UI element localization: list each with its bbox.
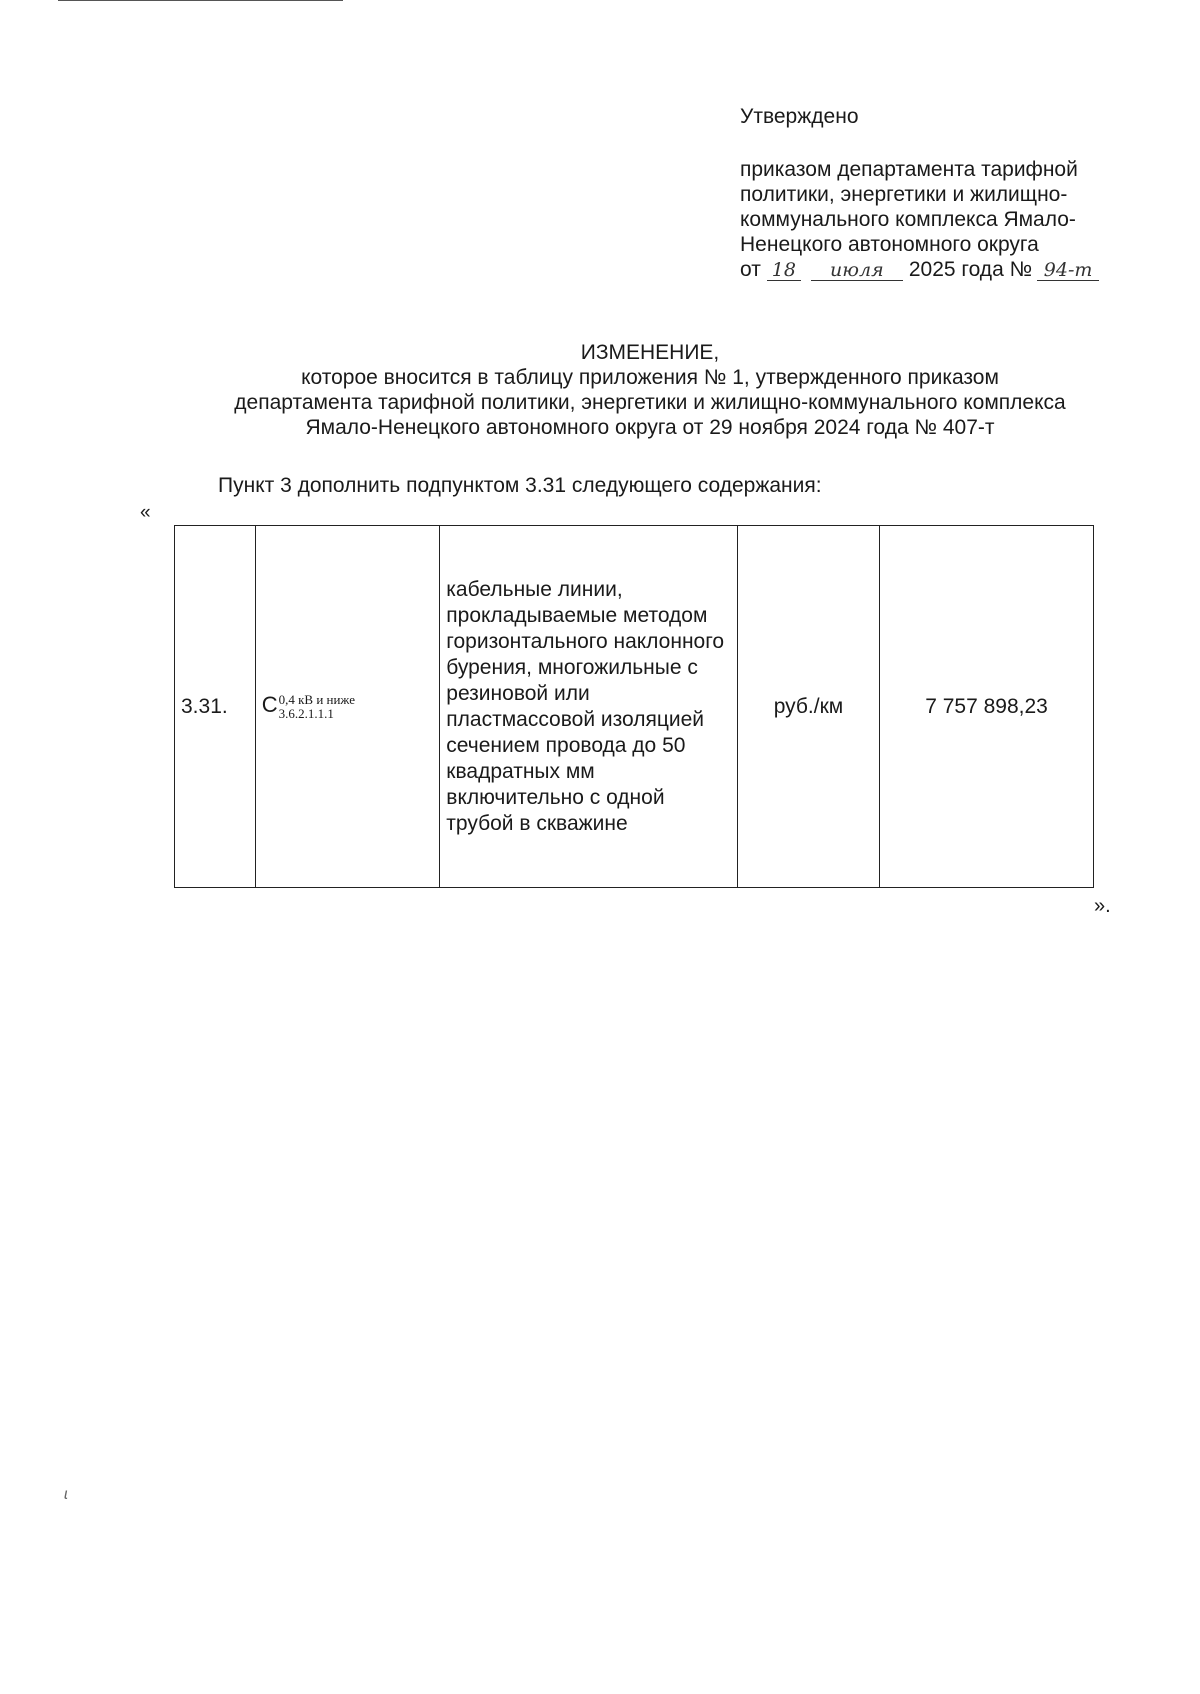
code-subscript: 3.6.2.1.1.1 (278, 705, 334, 721)
heading-line: Ямало-Ненецкого автономного округа от 29 ноября 2024 года № 407-т (305, 416, 995, 439)
rate-code (261, 691, 356, 721)
heading-title: ИЗМЕНЕНИЕ, (580, 341, 720, 364)
handwritten-day: 18 (767, 260, 801, 281)
approval-title: Утверждено (740, 105, 859, 128)
closing-quote: ». (1094, 895, 1111, 917)
description-cell: кабельные линии, прокладываемые методом горизонтального наклонного бурения, многожильные с резиновой или пластмассовой изоляцией сечением провода до 50 квадратных мм включительно с одной трубой в скважине (440, 526, 738, 888)
top-rule (58, 0, 343, 1)
approval-line: Ненецкого автономного округа (740, 233, 1039, 256)
opening-quote: « (140, 502, 151, 523)
unit-cell: руб./км (737, 526, 879, 888)
approval-line: коммунального комплекса Ямало- (740, 208, 1076, 231)
date-prefix: от (740, 258, 761, 281)
handwritten-order-number: 94-т (1037, 260, 1099, 281)
value-cell: 7 757 898,23 (880, 526, 1094, 888)
scan-speck: ɩ (64, 1486, 68, 1503)
handwritten-month: июля (811, 260, 903, 281)
intro-paragraph: Пункт 3 дополнить подпунктом 3.31 следующего содержания: (218, 474, 822, 497)
amendment-heading (150, 340, 1150, 440)
code-base: C (261, 692, 278, 718)
row-number-cell: 3.31. (175, 526, 256, 888)
year-text: 2025 года № (908, 258, 1033, 281)
heading-line: которое вносится в таблицу приложения № 1, утвержденного приказом (301, 366, 999, 389)
approval-date-line (740, 257, 1160, 282)
approval-block (740, 104, 1160, 282)
code-superscript: 0,4 кВ и ниже (278, 691, 356, 707)
approval-line: политики, энергетики и жилищно- (740, 183, 1068, 206)
amendment-table (174, 525, 1094, 888)
table-row (175, 526, 1094, 888)
rate-code-cell (255, 526, 440, 888)
approval-line: приказом департамента тарифной (740, 158, 1078, 181)
heading-line: департамента тарифной политики, энергетики и жилищно-коммунального комплекса (234, 391, 1066, 414)
